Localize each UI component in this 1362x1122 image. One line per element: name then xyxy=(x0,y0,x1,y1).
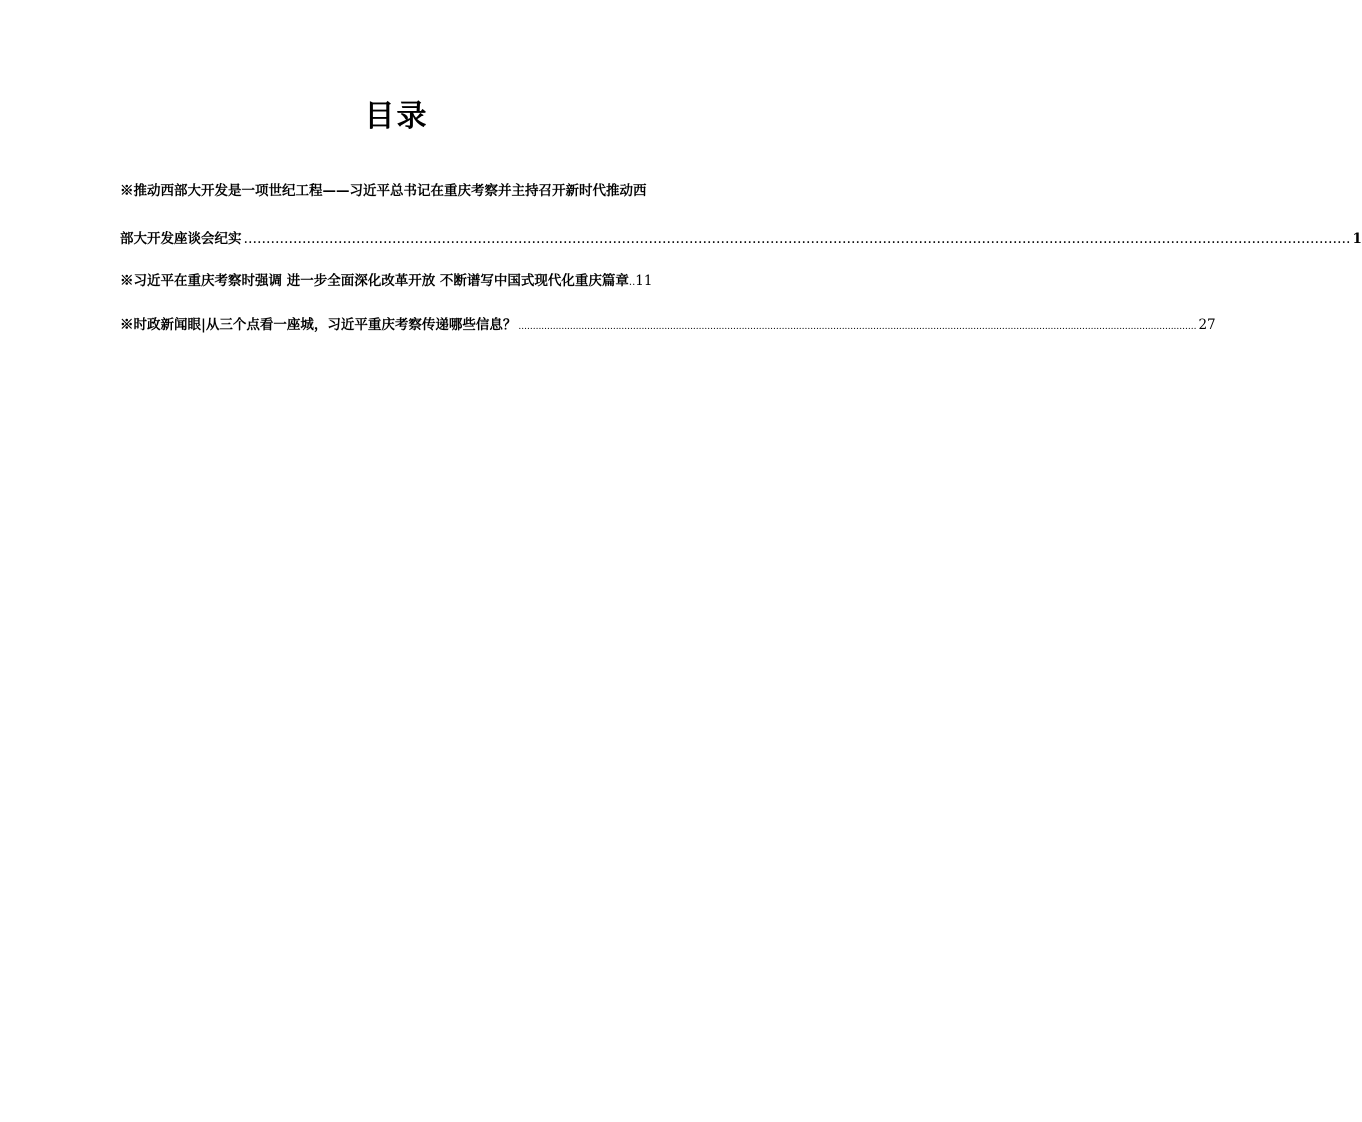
toc-entry-title-continued: 部大开发座谈会纪实 xyxy=(120,231,242,247)
toc-entry-line xyxy=(120,182,676,200)
toc-entry-line xyxy=(120,316,1216,336)
toc-entry-1[interactable] xyxy=(120,182,1362,248)
toc-entry-2[interactable] xyxy=(120,272,676,292)
toc-entry-title: ※推动西部大开发是一项世纪工程——习近平总书记在重庆考察并主持召开新时代推动西 xyxy=(120,183,647,199)
table-of-contents xyxy=(120,182,1362,336)
toc-entry-title: ※习近平在重庆考察时强调 进一步全面深化改革开放 不断谱写中国式现代化重庆篇章 xyxy=(120,273,629,289)
dot-leader xyxy=(518,318,1196,336)
toc-entry-line xyxy=(120,230,1362,248)
dot-leader xyxy=(244,230,1351,248)
toc-entry-title: ※时政新闻眼|从三个点看一座城，习近平重庆考察传递哪些信息？ xyxy=(120,317,517,333)
toc-page-number: 11 xyxy=(635,273,653,289)
toc-entry-3[interactable] xyxy=(120,316,1216,336)
toc-page-number: 27 xyxy=(1198,317,1216,333)
toc-entry-line xyxy=(120,272,676,292)
page-title: 目录 xyxy=(364,99,429,134)
toc-page-number: 1 xyxy=(1352,231,1362,247)
